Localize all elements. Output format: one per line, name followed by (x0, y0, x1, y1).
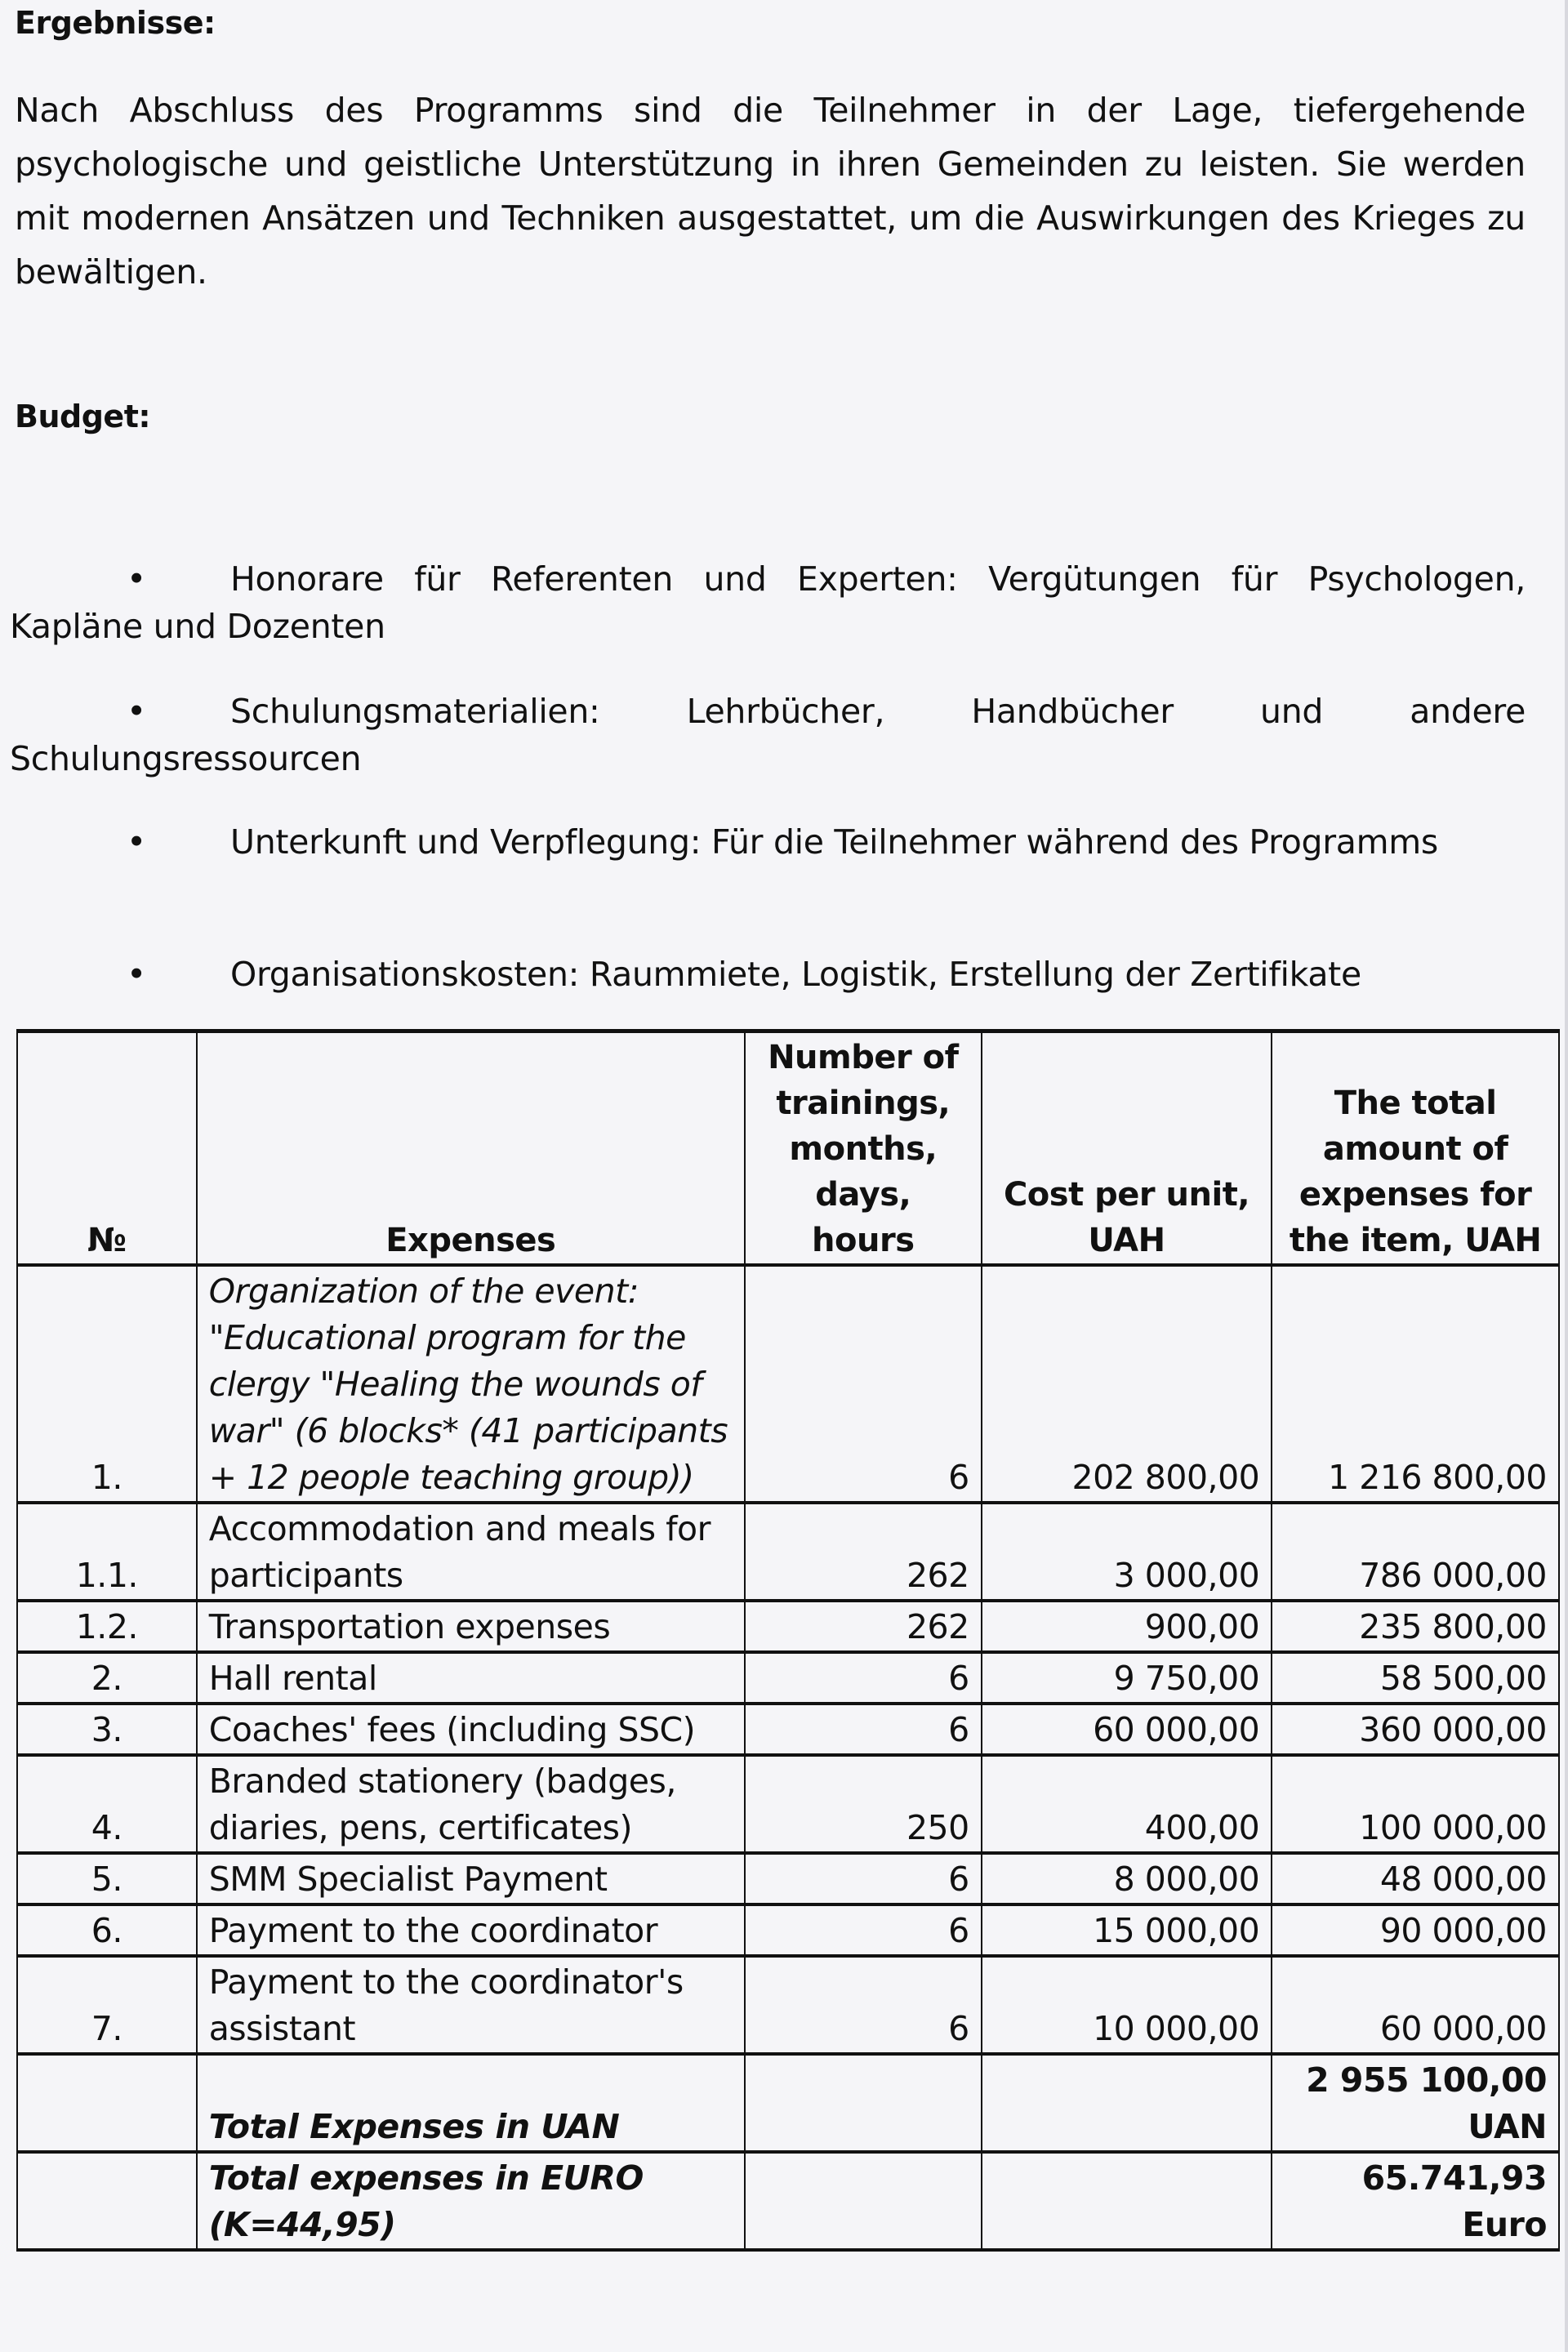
table-row (17, 1704, 1559, 1755)
total-uah-value: 2 955 100,00 UAN (1272, 2054, 1559, 2152)
cell-total: 786 000,00 (1272, 1503, 1559, 1601)
cell-quantity: 6 (745, 1904, 982, 1956)
table-row (17, 1503, 1559, 1601)
scan-page-edge (1565, 0, 1568, 2352)
total-uah-row (17, 2054, 1559, 2152)
cell-no: 3. (17, 1704, 197, 1755)
cell-no: 5. (17, 1853, 197, 1904)
cell-quantity: 6 (745, 1265, 982, 1503)
cell-total: 100 000,00 (1272, 1755, 1559, 1853)
cell-empty (17, 2152, 197, 2250)
bullet-text: Honorare für Referenten und Experten: Vergütungen für Psychologen, Kapläne und Dozenten (10, 559, 1526, 646)
cell-cost: 400,00 (982, 1755, 1272, 1853)
total-euro-row (17, 2152, 1559, 2250)
cell-quantity: 6 (745, 1853, 982, 1904)
cell-no: 2. (17, 1652, 197, 1704)
bullet-icon: • (127, 559, 146, 599)
cell-no: 6. (17, 1904, 197, 1956)
header-cost-per-unit: Cost per unit, UAH (982, 1031, 1272, 1265)
cell-no: 1.1. (17, 1503, 197, 1601)
table-header-row (17, 1031, 1559, 1265)
header-total: The total amount of expenses for the item, UAH (1272, 1031, 1559, 1265)
cell-cost: 900,00 (982, 1601, 1272, 1652)
results-paragraph: Nach Abschluss des Programms sind die Teilnehmer in der Lage, tiefergehende psychologische und geistliche Unterstützung in ihren Gemeinden zu leisten. Sie werden mit modernen Ansätzen und Techniken ausgestattet, um die Auswirkungen des Krieges zu bewältigen. (15, 91, 1526, 292)
cell-cost: 15 000,00 (982, 1904, 1272, 1956)
cell-quantity: 6 (745, 1956, 982, 2054)
total-euro-value: 65.741,93 Euro (1272, 2152, 1559, 2250)
cell-expense: Hall rental (197, 1652, 745, 1704)
cell-total: 90 000,00 (1272, 1904, 1559, 1956)
header-expenses: Expenses (197, 1031, 745, 1265)
table-row (17, 1956, 1559, 2054)
total-euro-label: Total expenses in EURO (K=44,95) (197, 2152, 745, 2250)
budget-heading: Budget: (15, 399, 151, 434)
cell-total: 60 000,00 (1272, 1956, 1559, 2054)
cell-empty (17, 2054, 197, 2152)
cell-total: 360 000,00 (1272, 1704, 1559, 1755)
cell-expense: Payment to the coordinator's assistant (197, 1956, 745, 2054)
cell-quantity: 6 (745, 1704, 982, 1755)
table-row (17, 1652, 1559, 1704)
cell-expense: Branded stationery (badges, diaries, pens, certificates) (197, 1755, 745, 1853)
cell-quantity: 6 (745, 1652, 982, 1704)
cell-cost: 10 000,00 (982, 1956, 1272, 2054)
budget-table (16, 1029, 1560, 2252)
cell-total: 235 800,00 (1272, 1601, 1559, 1652)
cell-cost: 8 000,00 (982, 1853, 1272, 1904)
bullet-text: Unterkunft und Verpflegung: Für die Teilnehmer während des Programms (230, 822, 1438, 862)
cell-no: 7. (17, 1956, 197, 2054)
bullet-item (10, 688, 1526, 782)
cell-total: 48 000,00 (1272, 1853, 1559, 1904)
cell-no: 1. (17, 1265, 197, 1503)
table-row (17, 1601, 1559, 1652)
table-row (17, 1265, 1559, 1503)
cell-expense: Payment to the coordinator (197, 1904, 745, 1956)
cell-empty (982, 2152, 1272, 2250)
cell-no: 1.2. (17, 1601, 197, 1652)
cell-total: 1 216 800,00 (1272, 1265, 1559, 1503)
cell-total: 58 500,00 (1272, 1652, 1559, 1704)
cell-empty (745, 2152, 982, 2250)
bullet-text: Organisationskosten: Raummiete, Logistik, Erstellung der Zertifikate (230, 955, 1361, 994)
cell-no: 4. (17, 1755, 197, 1853)
cell-cost: 3 000,00 (982, 1503, 1272, 1601)
cell-expense: Organization of the event: "Educational program for the clergy "Healing the wounds of war" (6 blocks* (41 participants + 12 people teaching group)) (197, 1265, 745, 1503)
results-heading: Ergebnisse: (15, 5, 216, 41)
cell-expense: Coaches' fees (including SSC) (197, 1704, 745, 1755)
cell-cost: 9 750,00 (982, 1652, 1272, 1704)
bullet-icon: • (127, 822, 146, 862)
cell-quantity: 250 (745, 1755, 982, 1853)
cell-empty (982, 2054, 1272, 2152)
bullet-item (10, 555, 1526, 650)
bullet-item (10, 818, 1526, 866)
total-uah-label: Total Expenses in UAN (197, 2054, 745, 2152)
bullet-icon: • (127, 955, 146, 994)
header-no: № (17, 1031, 197, 1265)
cell-cost: 60 000,00 (982, 1704, 1272, 1755)
cell-expense: Transportation expenses (197, 1601, 745, 1652)
cell-empty (745, 2054, 982, 2152)
table-row (17, 1853, 1559, 1904)
cell-expense: SMM Specialist Payment (197, 1853, 745, 1904)
bullet-icon: • (127, 692, 146, 731)
cell-quantity: 262 (745, 1601, 982, 1652)
bullet-text: Schulungsmaterialien: Lehrbücher, Handbücher und andere Schulungsressourcen (10, 692, 1526, 778)
table-row (17, 1755, 1559, 1853)
table-row (17, 1904, 1559, 1956)
cell-quantity: 262 (745, 1503, 982, 1601)
bullet-item (10, 951, 1526, 998)
header-quantity: Number of trainings, months, days, hours (745, 1031, 982, 1265)
cell-cost: 202 800,00 (982, 1265, 1272, 1503)
cell-expense: Accommodation and meals for participants (197, 1503, 745, 1601)
